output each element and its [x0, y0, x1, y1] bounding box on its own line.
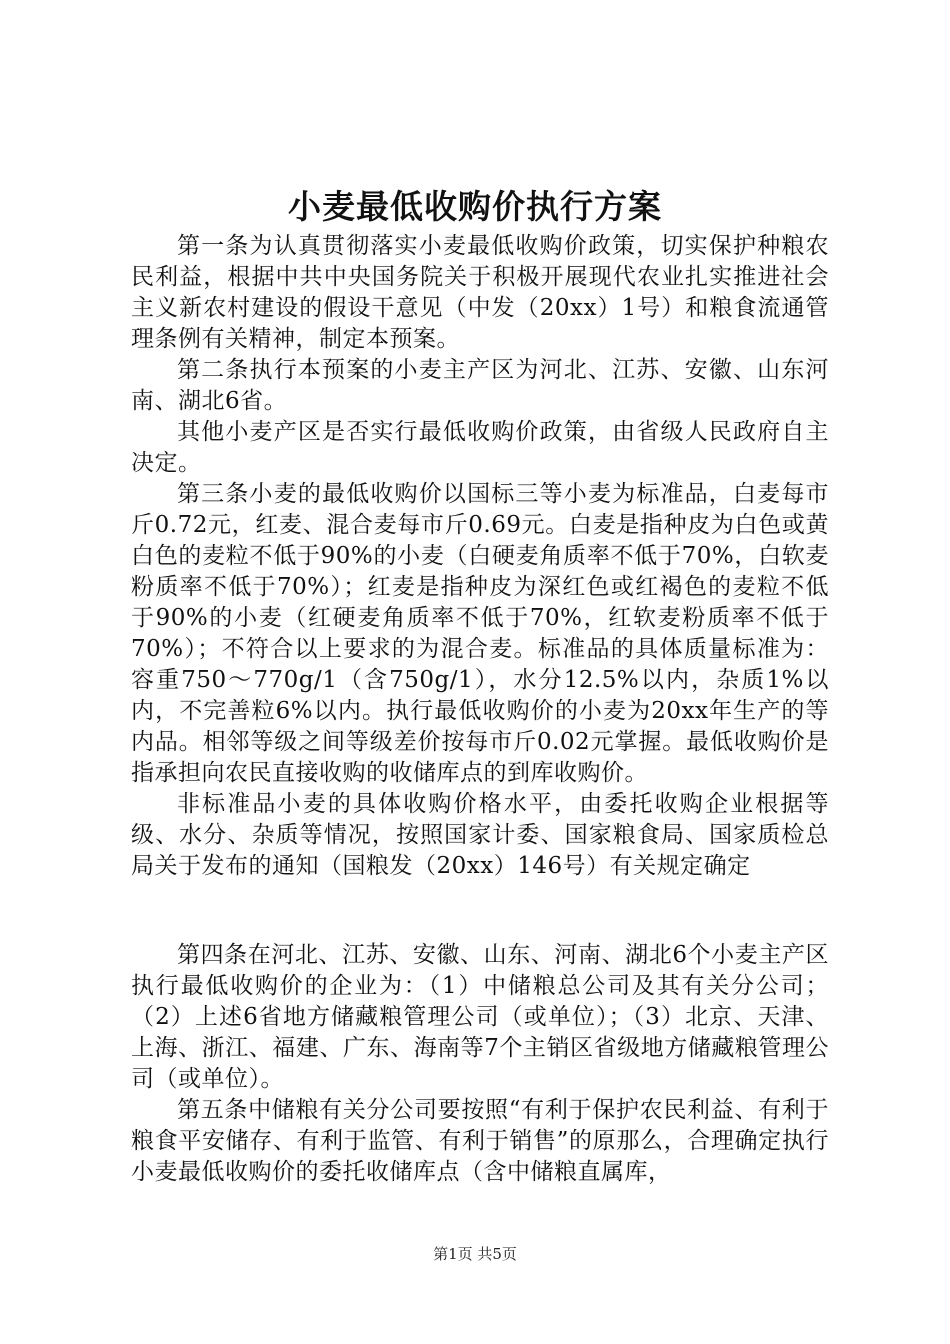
document-body-part-1: [131, 231, 829, 882]
document-title: 小麦最低收购价执行方案: [288, 187, 662, 226]
paragraph-non-standard-wheat: 非标准品小麦的具体收购价格水平，由委托收购企业根据等级、水分、杂质等情况，按照国家计委、国家粮食局、国家质检总局关于发布的通知（国粮发（20xx）146号）有关规定确定: [131, 791, 829, 879]
paragraph-article-5: 第五条中储粮有关分公司要按照“有利于保护农民利益、有利于粮食平安储存、有利于监管、有利于销售”的原那么，合理确定执行小麦最低收购价的委托收储库点（含中储粮直属库，: [131, 1097, 829, 1185]
paragraph-article-4: 第四条在河北、江苏、安徽、山东、河南、湖北6个小麦主产区执行最低收购价的企业为：（1）中储粮总公司及其有关分公司；（2）上述6省地方储藏粮管理公司（或单位）；（3）北京、天津、上海、浙江、福建、广东、海南等7个主销区省级地方储藏粮管理公司（或单位）。: [131, 942, 829, 1092]
paragraph-article-1: 第一条为认真贯彻落实小麦最低收购价政策，切实保护种粮农民利益，根据中共中央国务院关于积极开展现代农业扎实推进社会主义新农村建设的假设干意见（中发（20xx）1号）和粮食流通管理条例有关精神，制定本预案。: [131, 233, 829, 352]
paragraph-other-regions: 其他小麦产区是否实行最低收购价政策，由省级人民政府自主决定。: [131, 419, 829, 476]
paragraph-article-3: 第三条小麦的最低收购价以国标三等小麦为标准品，白麦每市斤0.72元，红麦、混合麦每市斤0.69元。白麦是指种皮为白色或黄白色的麦粒不低于90%的小麦（白硬麦角质率不低于70%，白软麦粉质率不低于70%）；红麦是指种皮为深红色或红褐色的麦粒不低于90%的小麦（红硬麦角质率不低于70%，红软麦粉质率不低于70%）；不符合以上要求的为混合麦。标准品的具体质量标准为：容重750～770g/1（含750g/1），水分12.5%以内，杂质1%以内，不完善粒6%以内。执行最低收购价的小麦为20xx年生产的等内品。相邻等级之间等级差价按每市斤0.02元掌握。最低收购价是指承担向农民直接收购的收储库点的到库收购价。: [131, 481, 829, 786]
page-number-footer: 第1页 共5页: [433, 1245, 517, 1263]
paragraph-article-2: 第二条执行本预案的小麦主产区为河北、江苏、安徽、山东河南、湖北6省。: [131, 357, 829, 414]
document-body-part-2: [131, 940, 829, 1188]
